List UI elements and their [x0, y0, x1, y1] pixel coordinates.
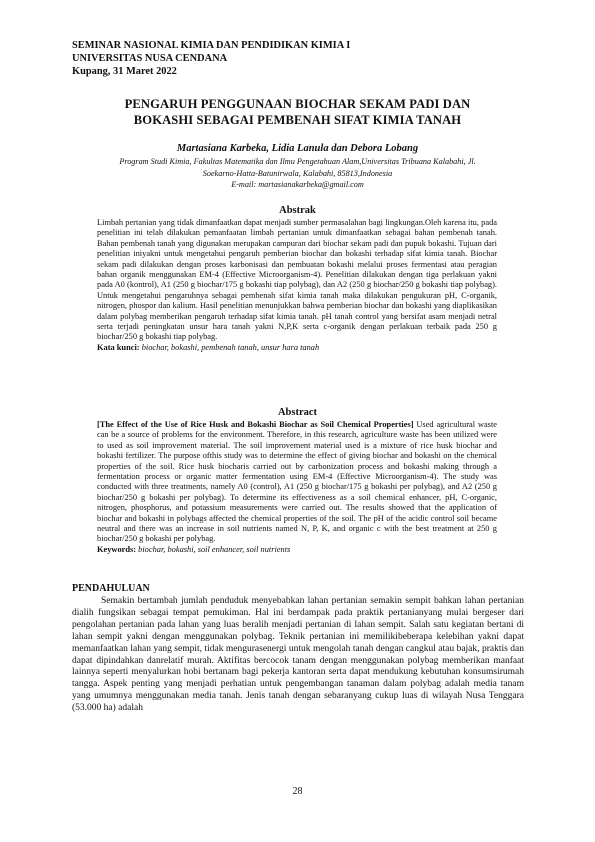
abstract-heading: Abstract	[277, 407, 318, 418]
abstract-keywords	[97, 545, 497, 555]
affiliation	[60, 156, 535, 179]
abstrak-keywords	[97, 343, 497, 353]
keywords-label: Kata kunci:	[97, 342, 140, 352]
page-number: 28	[292, 786, 303, 797]
paper-title	[60, 97, 535, 128]
conference-date: Kupang, 31 Maret 2022	[72, 66, 177, 77]
abstract-block	[97, 420, 497, 555]
author-email: E-mail: martasianakarbeka@gmail.com	[231, 180, 364, 189]
abstract-text: Used agricultural waste can be a source of problems for the environment. Therefore, in this research, agriculture waste has been utilized were to used as soil improvement material. The soil improvement material used is a mixture of rice husk biochar and bokashi fertilizer. The purpose ofthis study was to determine the effect of giving biochar and bokashi on the chemical properties of the soil. Rice husk biocharis carried out by carbonization process and bokashi making through a fermentation process or organic matter fermentation using EM-4 (Effective Microorganism-4). The study was conducted with three treatments, namely A0 (control), A1 (250 g biochar/175 g bokashi per polybag), and A2 (250 g biochar/250 g bokashi per polybag). To determine its effectiveness as a soil chemical enhancer, pH, C-organic, nitrogen, phosphorus, and potassium measurements were carried out. The results showed that the application of biochar and bokashi in polybags affected the chemical properties of the soil. The pH of the acidic control soil became neutral and there was an increase in soil nutrients named N, P, K, and organic c with the best treatment at 250 g biochar/250 g bokashi per polybag.	[97, 420, 497, 544]
conference-header	[72, 39, 350, 78]
abstract-paragraph	[97, 420, 497, 545]
keywords-values-en: biochar, bokashi, soil enhancer, soil nutrients	[136, 544, 291, 554]
keywords-label-en: Keywords:	[97, 544, 137, 554]
university-name: UNIVERSITAS NUSA CENDANA	[72, 53, 228, 64]
authors: Martasiana Karbeka, Lidia Lanula dan Debora Lobang	[176, 143, 419, 154]
keywords-values: biochar, bokashi, pembenah tanah, unsur hara tanah	[139, 342, 320, 352]
abstrak-heading: Abstrak	[279, 205, 316, 216]
pendahuluan-paragraph: Semakin bertambah jumlah penduduk menyebabkan lahan pertanian semakin sempit bahkan lahan pertanian dialih fungsikan sebagai tempat pemukiman. Hal ini berdampak pada praktik pertanianyang mulai bergeser dari pengolahan pertanian pada lahan yang luas beralih menjadi pertanian di lahan sempit. Salah satu kegiatan bertani di lahan sempit yakni dengan menggunakan polybag. Teknik pertanian ini memilikibeberapa kelebihan yakni dapat memanfaatkan lahan yang sempit, tidak mengurasenergi untuk mengolah tanah dengan cangkul atau bajak, praktis dan dapat dipindahkan danrelatif murah. Aktifitas bercocok tanam dengan menggunakan polybag memberikan manfaat lainnya seperti menyalurkan hobi bertanam bagi pekerja kantoran serta dapat mendukung kebutuhan konsumsirumah tangga. Aspek penting yang menjadi perhatian untuk pengembangan tanaman dalam polybag adalah media tanam yang umumnya menggunakan media tanah. Jenis tanah dengan sebaranyang cukup luas di wilayah Nusa Tenggara (53.000 ha) adalah	[72, 596, 524, 714]
section-heading-pendahuluan: PENDAHULUAN	[72, 583, 150, 594]
title-line-2: BOKASHI SEBAGAI PEMBENAH SIFAT KIMIA TANAH	[133, 112, 462, 127]
abstract-title-bracket: [The Effect of the Use of Rice Husk and Bokashi Biochar as Soil Chemical Properties]	[97, 420, 414, 429]
abstrak-block	[97, 218, 497, 353]
abstrak-text: Limbah pertanian yang tidak dimanfaatkan dapat menjadi sumber permasalahan bagi lingkungan.Oleh karena itu, pada penelitian ini telah dilakukan pemanfaatan limbah pertanian untuk dimanfaatkan sebagai bahan pembenah tanah. Bahan pembenah tanah yang digunakan merupakan campuran dari biochar sekam padi dan pupuk bokashi. Tujuan dari penelitian iniyakni untuk mengetahui pengaruh pemberian biochar dan bokashi terhadap sifat kimia tanah. Biochar sekam padi dilakukan dengan proses karbonisasi dan pembuatan bokashi melalui proses fermentasi atau peragian bahan organik menggunakan EM-4 (Effective Microorganism-4). Penelitian dilakukan dengan tiga perlakuan yakni pada A0 (kontrol), A1 (250 g biochar/175 g bokashi tiap polybag), dan A2 (250 g biochar/250 g bokashi tiap polybag). Untuk mengetahui pengaruhnya sebagai pembenah sifat kimia tanah maka dilakukan pengukuran pH, C-organik, nitrogen, phospor dan kalium. Hasil penelitian menunjukkan bahwa pemberian biochar dan bokashi yang diaplikasikan dalam polybag memberikan pengaruh terhadap sifat kimia tanah. pH tanah control yang bersifat asam menjadi netral serta terjadi peningkatan unsur hara tanah yakni N,P,K serta c-organik dengan perlakuan terbaik pada 250 g biochar/250 g bokashi tiap polybag.	[97, 218, 497, 342]
affiliation-line-2: Soekarno-Hatta-Batunirwala, Kalabahi, 85813,Indonesia	[202, 168, 393, 178]
pendahuluan-body	[72, 596, 524, 715]
title-line-1: PENGARUH PENGGUNAAN BIOCHAR SEKAM PADI DAN	[124, 97, 471, 111]
affiliation-line-1: Program Studi Kimia, Fakultas Matematika dan Ilmu Pengetahuan Alam,Universitas Tribuana Kalabahi, Jl.	[119, 157, 476, 166]
conference-name: SEMINAR NASIONAL KIMIA DAN PENDIDIKAN KIMIA I	[72, 40, 351, 51]
